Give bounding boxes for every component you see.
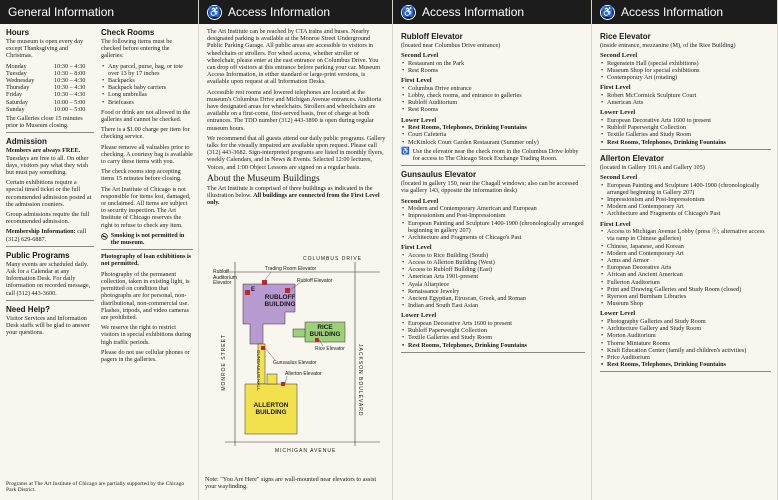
level-list bbox=[600, 117, 771, 146]
list-item: • Textile Galleries and Study Room bbox=[600, 131, 771, 138]
list-item: • Modern and Contemporary American and European bbox=[401, 205, 585, 212]
list-item: • Museum Shop for special exhibitions bbox=[600, 67, 771, 74]
divider bbox=[401, 352, 585, 353]
rubloff-auditorium-elevator-label: Rubloff Auditorium Elevator bbox=[213, 269, 237, 286]
trading-room-elevator-label: Trading Room Elevator bbox=[265, 266, 317, 272]
list-item: • Print and Drawing Galleries and Study Room (closed) bbox=[600, 286, 771, 293]
list-item: • Access to Michigan Avenue Lobby (press ⓔ; alternative access via ramp in Chinese galleries) bbox=[600, 228, 771, 242]
panel-header bbox=[592, 0, 777, 24]
list-item: • Robert McCormick Sculpture Court bbox=[600, 92, 771, 99]
level-label: Lower Level bbox=[600, 109, 636, 117]
checkrooms-p5: The Art Institute of Chicago is not responsible for items lost, damaged, or unclaimed. All items are subject to security inspection. The Art Institute of Chicago reserves the right to refuse to check any item. bbox=[101, 185, 191, 229]
hours-time: 10:30 – 8:00 bbox=[54, 69, 86, 77]
admission-p2: Certain exhibitions require a special timed ticket or the full recommended admission posted at the admission counters. bbox=[6, 179, 92, 208]
list-item: • Arms and Armor bbox=[600, 257, 771, 264]
divider bbox=[401, 165, 585, 166]
entrance-marker: E bbox=[251, 287, 256, 293]
level-label: First Level bbox=[600, 220, 631, 228]
wheelchair-icon: ♿ bbox=[401, 146, 410, 155]
level-label: Lower Level bbox=[600, 310, 636, 318]
checkrooms-intro: The following items must be checked before entering the galleries: bbox=[101, 38, 173, 60]
list-item: • Renaissance Jewelry bbox=[401, 288, 585, 295]
general-information-panel bbox=[0, 0, 199, 500]
access-information-panel-2 bbox=[393, 0, 592, 500]
list-item: • McKinlock Court Garden Restaurant (Summer only) bbox=[401, 139, 585, 146]
list-item: • Long umbrellas bbox=[101, 91, 193, 98]
checkroom-list bbox=[101, 63, 193, 106]
level-list bbox=[401, 60, 585, 74]
elevator-directory bbox=[592, 24, 777, 372]
hours-intro: The museum is open every day except Thanksgiving and Christmas. bbox=[6, 38, 84, 60]
photography-p2: We reserve the right to restrict visitors in special exhibitions during high traffic periods. bbox=[101, 324, 192, 346]
list-item: • Modern and Contemporary Art bbox=[600, 250, 771, 257]
hours-time: 10:00 – 5:00 bbox=[54, 105, 86, 113]
list-item: • Rubloff Paperweight Collection bbox=[401, 327, 585, 334]
hours-row bbox=[6, 77, 94, 84]
level-list bbox=[600, 228, 771, 307]
footer-note: Programs at The Art Institute of Chicago are partially supported by the Chicago Park District. bbox=[6, 480, 185, 494]
hours-time: 10:30 – 4:30 bbox=[54, 62, 86, 70]
list-item: • Chinese, Japanese, and Korean bbox=[600, 243, 771, 250]
list-item: • Regenstein Hall (special exhibitions) bbox=[600, 60, 771, 67]
hours-row bbox=[6, 91, 94, 98]
museum-map bbox=[205, 254, 389, 464]
rice-elevator-label: Rice Elevator bbox=[315, 346, 345, 352]
list-item: • Kraft Education Center (family and children's activities) bbox=[600, 347, 771, 354]
list-item: • Rest Rooms, Telephones, Drinking Fountains bbox=[600, 139, 771, 146]
elevator-title: Rice Elevator bbox=[600, 32, 651, 41]
elevator-title: Rubloff Elevator bbox=[401, 32, 463, 41]
hours-table bbox=[6, 63, 94, 113]
list-item: • Fullerton Auditorium bbox=[600, 279, 771, 286]
hours-day: Tuesday bbox=[6, 69, 27, 77]
help-text: Visitor Services and Information Desk staffs will be glad to answer your questions. bbox=[6, 314, 90, 337]
header-title: Access Information bbox=[422, 5, 525, 19]
hours-row bbox=[6, 106, 94, 113]
right-column bbox=[101, 24, 193, 366]
level-label: Lower Level bbox=[401, 116, 437, 124]
access-information-panel-1 bbox=[199, 0, 393, 500]
checkrooms-p4: The check rooms stop accepting items 15 minutes before closing. bbox=[101, 168, 182, 183]
panel-header bbox=[0, 0, 198, 24]
list-item: • European Decorative Arts bbox=[600, 264, 771, 271]
level-list bbox=[401, 85, 585, 114]
hours-day: Saturday bbox=[6, 98, 28, 106]
level-list bbox=[600, 60, 771, 82]
panel-header bbox=[393, 0, 591, 24]
elevator-location: (inside entrance, mezzanine (M), of the Rice Building) bbox=[600, 42, 736, 49]
list-item: • Rubloff Paperweight Collection bbox=[600, 124, 771, 131]
hours-row bbox=[6, 63, 94, 70]
list-item: • European Painting and Sculpture 1400-1900 (chronologically arranged beginning in gallery 207) bbox=[401, 220, 585, 234]
elevator-directory bbox=[393, 24, 591, 353]
access-p1: The Art Institute can be reached by CTA trains and buses. Nearby designated parking is available at the Monroe Street Underground Public Parking Garage. All public areas are accessible to visitors in wheelchairs or strollers. For wheel access, whether stroller or wheelchair, please enter at the east entrance on Columbus Drive. You can drop off visitors at this entrance before parking your car. Museum Access Information, in either standard or large-print versions, is available upon request at all Information Desks. bbox=[207, 28, 381, 86]
wheelchair-icon: ♿ bbox=[402, 6, 415, 18]
list-item: • Museum Shop bbox=[600, 300, 771, 307]
help-title: Need Help? bbox=[6, 304, 51, 314]
list-item: • Rest Rooms bbox=[401, 106, 585, 113]
list-item: • Rest Rooms, Telephones, Drinking Fountains bbox=[401, 342, 585, 349]
hours-closing: The Galleries close 15 minutes prior to Museum closing. bbox=[6, 115, 83, 130]
list-item: • Thorne Miniature Rooms bbox=[600, 340, 771, 347]
elevator-location: (located in Gallery 101A and Gallery 105) bbox=[600, 163, 705, 171]
list-item: • Any parcel, purse, bag, or tote over 13 by 17 inches bbox=[101, 63, 193, 77]
list-item: • Lobby, check rooms, and entrance to galleries bbox=[401, 92, 585, 99]
level-label: First Level bbox=[600, 84, 631, 92]
list-item: • Backpacks bbox=[101, 77, 193, 84]
wayfinding-note: Note: "You Are Here" signs are wall-mounted near elevators to assist your wayfinding. bbox=[205, 475, 377, 490]
admission-p4: Membership Information: call (312) 629-6887. bbox=[6, 228, 87, 243]
list-item: • Access to Rice Building (South) bbox=[401, 252, 585, 259]
level-list bbox=[401, 124, 585, 146]
elevator-note-text: Use the elevator near the check room in the Columbus Drive lobby for access to The Chicago Stock Exchange Trading Room. bbox=[412, 147, 579, 163]
programs-text: Many events are scheduled daily. Ask for a Calendar at any Information Desk. For daily information on recorded message, call (312) 443-3600. bbox=[6, 260, 91, 297]
gunsaulus-elevator-label: Gunsaulus Elevator bbox=[273, 360, 317, 366]
list-item: • Impressionism and Post-Impressionism bbox=[401, 212, 585, 219]
wheelchair-icon: ♿ bbox=[208, 6, 221, 18]
checkrooms-p2: There is a $1.00 charge per item for checking service. bbox=[101, 126, 190, 141]
list-item: • African and Ancient American bbox=[600, 271, 771, 278]
list-item: • European Decorative Arts 1600 to present bbox=[401, 320, 585, 327]
hours-day: Friday bbox=[6, 91, 23, 99]
rice-building-label: RICE BUILDING bbox=[309, 324, 341, 338]
level-label: First Level bbox=[401, 77, 432, 85]
list-item: • Access to Rubloff Building (East) bbox=[401, 266, 585, 273]
level-list bbox=[401, 320, 585, 349]
list-item: • Restaurant on the Park bbox=[401, 60, 585, 67]
list-item: • Architecture and Fragments of Chicago's Past bbox=[401, 234, 585, 241]
monroe-street-label: MONROE STREET bbox=[221, 334, 227, 391]
elevator-title: Gunsaulus Elevator bbox=[401, 170, 477, 180]
list-item: • Rest Rooms bbox=[401, 67, 585, 74]
list-item: • Ancient Egyptian, Etruscan, Greek, and Roman bbox=[401, 295, 585, 302]
elevator-title: Allerton Elevator bbox=[600, 153, 665, 163]
columbus-drive-label: COLUMBUS DRIVE bbox=[303, 256, 363, 262]
list-item: • Architecture Gallery and Study Room bbox=[600, 325, 771, 332]
list-item: • Textile Galleries and Study Room bbox=[401, 334, 585, 341]
photography-title: Photography of loan exhibitions is not permitted. bbox=[101, 253, 192, 268]
level-label: First Level bbox=[401, 244, 432, 252]
list-item: • Price Auditorium bbox=[600, 354, 771, 361]
admission-p1: Members are always FREE. Tuesdays are free to all. On other days, visitors pay what they wish but must pay something. bbox=[6, 147, 89, 177]
wheelchair-icon: ♿ bbox=[601, 6, 614, 18]
list-item: • Court Cafeteria bbox=[401, 131, 585, 138]
level-label: Lower Level bbox=[401, 312, 437, 320]
divider bbox=[600, 149, 771, 150]
about-title: About the Museum Buildings bbox=[207, 173, 320, 184]
level-label: Second Level bbox=[600, 52, 638, 60]
divider bbox=[600, 371, 771, 372]
hours-row bbox=[6, 70, 94, 77]
list-item: • European Decorative Arts 1600 to present bbox=[600, 117, 771, 124]
list-item: • Rest Rooms, Telephones, Drinking Fountains bbox=[401, 124, 585, 131]
list-item: • Modern and Contemporary Art bbox=[600, 203, 771, 210]
list-item: • Architecture and Fragments of Chicago's Past bbox=[600, 210, 771, 217]
list-item: • American Arts 1901-present bbox=[401, 273, 585, 280]
list-item: • Ryerson and Burnham Libraries bbox=[600, 293, 771, 300]
about-text: The Art Institute is comprised of three buildings as indicated in the illustration below. All buildings are connected from the First Level only. bbox=[207, 184, 380, 207]
gunsaulus-hall-label: GUNSAULUS HALL bbox=[256, 350, 261, 391]
list-item: • Indian and South East Asian bbox=[401, 302, 585, 309]
hours-day: Monday bbox=[6, 62, 27, 70]
allerton-elevator-label: Allerton Elevator bbox=[285, 371, 322, 377]
no-smoking-icon bbox=[101, 232, 108, 241]
admission-title: Admission bbox=[6, 137, 47, 147]
rubloff-elevator-label: Rubloff Elevator bbox=[297, 278, 333, 284]
list-item: • American Arts bbox=[600, 99, 771, 106]
level-list bbox=[600, 318, 771, 368]
list-item: • Rubloff Auditorium bbox=[401, 99, 585, 106]
hours-day: Thursday bbox=[6, 84, 30, 92]
panel-header bbox=[199, 0, 392, 24]
hours-title: Hours bbox=[6, 28, 30, 37]
level-label: Second Level bbox=[600, 174, 638, 182]
elevator-note bbox=[401, 148, 585, 162]
hours-day: Sunday bbox=[6, 105, 25, 113]
michigan-avenue-label: MICHIGAN AVENUE bbox=[275, 448, 337, 454]
left-column bbox=[6, 24, 94, 340]
list-item: • Ayala Altarpiece bbox=[401, 281, 585, 288]
level-label: Second Level bbox=[401, 52, 439, 60]
level-list bbox=[401, 205, 585, 241]
list-item: • Photography Galleries and Study Room bbox=[600, 318, 771, 325]
list-item: • European Painting and Sculpture 1400-1900 (chronologically arranged beginning in Gallery 207) bbox=[600, 182, 771, 196]
checkrooms-p3: Please remove all valuables prior to checking. A courtesy bag is available to carry these items with you. bbox=[101, 143, 193, 166]
checkrooms-p1: Food or drink are not allowed in the galleries and cannot be checked. bbox=[101, 108, 191, 124]
list-item: • Columbus Drive entrance bbox=[401, 85, 585, 92]
hours-day: Wednesday bbox=[6, 77, 35, 85]
header-title: Access Information bbox=[228, 5, 331, 19]
access-information-panel-3 bbox=[592, 0, 778, 500]
level-list bbox=[600, 92, 771, 106]
elevator-location: (located near Columbus Drive entrance) bbox=[401, 42, 501, 49]
rubloff-building-label: RUBLOFF BUILDING bbox=[264, 294, 296, 308]
access-p3: We recommend that all guests attend our daily public programs. Gallery talks for the visually impaired are available upon request. Please call (312) 443-3682. Sign-interpreted programs are listed in monthly flyers, weekly Calendars, and in News & Events. Selected 12:00 lectures, Voices, and 1:00 Object Lessons are signed on a regular basis. bbox=[207, 134, 386, 171]
header-title: Access Information bbox=[621, 5, 724, 19]
programs-title: Public Programs bbox=[6, 250, 70, 260]
list-item: • Rest Rooms, Telephones, Drinking Fountains bbox=[600, 361, 771, 368]
photography-p3: Please do not use cellular phones or pagers in the galleries. bbox=[101, 348, 190, 363]
list-item: • Access to Allerton Building (West) bbox=[401, 259, 585, 266]
elevator-location: (located in gallery 150, near the Chagall windows; also can be accessed via gallery 143, opposite the information desk) bbox=[401, 180, 579, 195]
list-item: • Contemporary Art (rotating) bbox=[600, 74, 771, 81]
hours-row bbox=[6, 99, 94, 106]
hours-time: 10:30 – 4:30 bbox=[54, 91, 86, 99]
access-p2: Accessible rest rooms and lowered telephones are located at the museum's Columbus Drive and Michigan Avenue entrances. Auditoria have designated areas for wheelchairs. Strollers and wheelchairs are available on a first-come, first-served basis, free of charge at both entrances. The TDD number (312) 443-3890 is open during regular museum hours. bbox=[207, 88, 382, 132]
hours-time: 10:00 – 5:00 bbox=[54, 98, 86, 106]
level-list bbox=[401, 252, 585, 310]
level-label: Second Level bbox=[401, 197, 439, 205]
allerton-building-label: ALLERTON BUILDING bbox=[253, 402, 289, 416]
list-item: • Morton Auditorium bbox=[600, 332, 771, 339]
list-item: • Impressionism and Post-Impressionism bbox=[600, 196, 771, 203]
list-item: • Briefcases bbox=[101, 99, 193, 106]
jackson-boulevard-label: JACKSON BOULEVARD bbox=[357, 344, 363, 417]
admission-p3: Group admissions require the full recommended admission. bbox=[6, 211, 90, 226]
smoking-notice: Smoking is not permitted in the museum. bbox=[101, 232, 193, 246]
photography-p1: Photography of the permanent collection, taken in existing light, is permitted on condition that photographs are for personal, non-distributional, non-commercial use. Flashes, tripods, and video cameras are prohibited. bbox=[101, 270, 190, 321]
header-title: General Information bbox=[8, 5, 115, 19]
hours-time: 10:30 – 4:30 bbox=[54, 77, 86, 85]
hours-time: 10:30 – 4:30 bbox=[54, 84, 86, 92]
list-item: • Backpack baby carriers bbox=[101, 84, 193, 91]
checkrooms-title: Check Rooms bbox=[101, 28, 155, 37]
hours-row bbox=[6, 84, 94, 91]
level-list bbox=[600, 182, 771, 218]
